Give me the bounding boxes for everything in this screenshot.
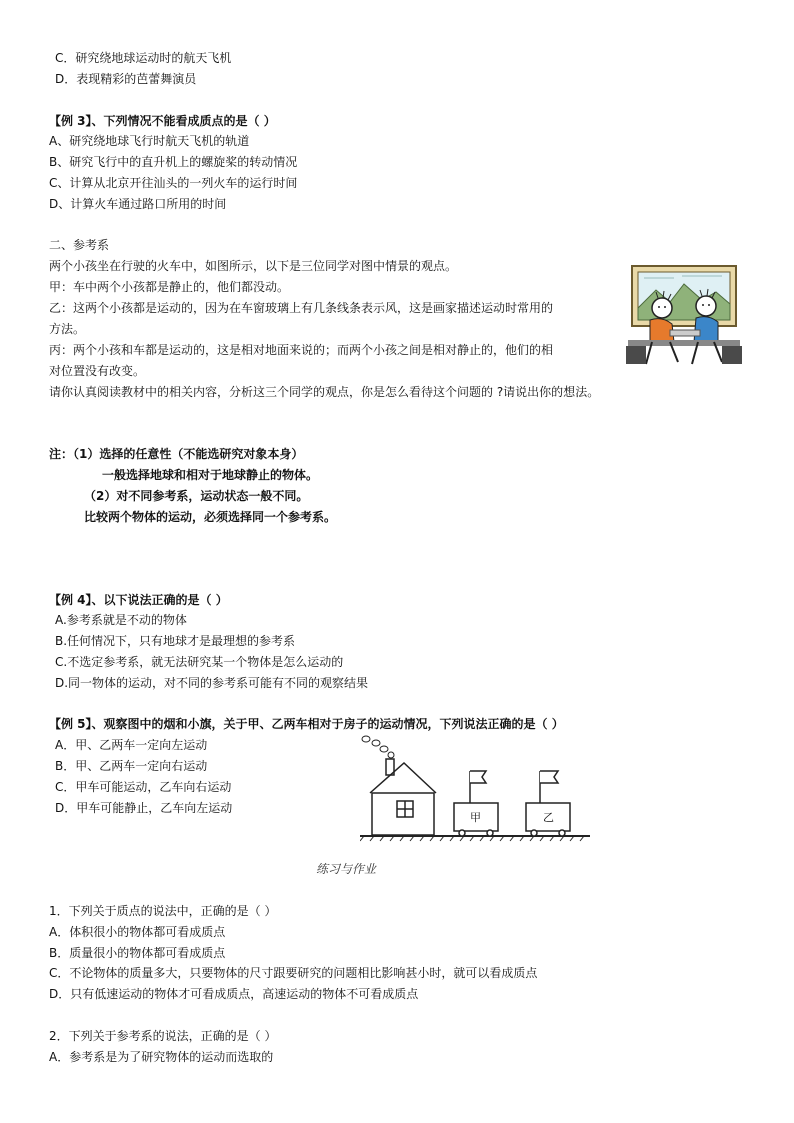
house-and-carts-figure (360, 733, 590, 845)
example-5-title: 【例 5】、观察图中的烟和小旗，关于甲、乙两车相对于房子的运动情况，下列说法正确的是（ ） (49, 717, 564, 731)
practice-q1: 1．下列关于质点的说法中，正确的是（ ） (49, 904, 277, 918)
section-intro: 两个小孩坐在行驶的火车中，如图所示，以下是三位同学对图中情景的观点。 (49, 259, 458, 273)
smoke-puffs (362, 736, 394, 758)
cart-yi (526, 771, 570, 836)
cart-jia (454, 771, 498, 836)
example-3-option-d: D、计算火车通过路口所用的时间 (49, 197, 227, 211)
example-3-option-b: B、研究飞行中的直升机上的螺旋桨的转动情况 (49, 155, 298, 169)
note-line-3: （2）对不同参考系，运动状态一般不同。 (84, 489, 309, 503)
example-5-option-c: C．甲车可能运动，乙车向右运动 (55, 780, 232, 794)
cart-yi-label: 乙 (543, 811, 554, 824)
section-heading: 二、参考系 (49, 238, 110, 252)
example-3-title: 【例 3】、下列情况不能看成质点的是（ ） (49, 114, 276, 128)
example-4-title: 【例 4】、以下说法正确的是（ ） (49, 593, 228, 607)
example-4-option-a: A.参考系就是不动的物体 (55, 613, 187, 627)
cart-jia-label: 甲 (470, 811, 481, 824)
practice-q1-option-c: C．不论物体的质量多大，只要物体的尺寸跟要研究的问题相比影响甚小时，就可以看成质点 (49, 966, 538, 980)
example-4-option-d: D.同一物体的运动，对不同的参考系可能有不同的观察结果 (55, 676, 369, 690)
house (370, 759, 436, 835)
kids-in-train-illustration (622, 262, 746, 370)
view-bing-line2: 对位置没有改变。 (49, 364, 146, 378)
example-4-option-b: B.任何情况下，只有地球才是最理想的参考系 (55, 634, 296, 648)
note-line-4: 比较两个物体的运动，必须选择同一个参考系。 (84, 510, 337, 524)
practice-q1-option-d: D．只有低速运动的物体才可看成质点，高速运动的物体不可看成质点 (49, 987, 419, 1001)
practice-heading: 练习与作业 (316, 862, 377, 876)
note-line-2: 一般选择地球和相对于地球静止的物体。 (102, 468, 319, 482)
view-jia: 甲：车中两个小孩都是静止的，他们都没动。 (49, 280, 290, 294)
view-bing-line1: 丙：两个小孩和车都是运动的，这是相对地面来说的；而两个小孩之间是相对静止的，他们的相 (49, 343, 554, 357)
view-yi-line1: 乙：这两个小孩都是运动的，因为在车窗玻璃上有几条线条表示风，这是画家描述运动时常用的 (49, 301, 554, 315)
example-3-option-c: C、计算从北京开往汕头的一列火车的运行时间 (49, 176, 298, 190)
example-3-option-a: A、研究绕地球飞行时航天飞机的轨道 (49, 134, 250, 148)
view-yi-line2: 方法。 (49, 322, 86, 336)
practice-q2: 2．下列关于参考系的说法，正确的是（ ） (49, 1029, 277, 1043)
practice-q2-option-a: A．参考系是为了研究物体的运动而选取的 (49, 1050, 274, 1064)
note-line-1: 注：（1）选择的任意性（不能选研究对象本身） (49, 447, 304, 461)
practice-q1-option-b: B．质量很小的物体都可看成质点 (49, 946, 226, 960)
option-d: D．表现精彩的芭蕾舞演员 (55, 72, 197, 86)
question-prompt: 请你认真阅读教材中的相关内容，分析这三个同学的观点，你是怎么看待这个问题的 ?请说出你的想法。 (49, 385, 600, 399)
option-c: C．研究绕地球运动时的航天飞机 (55, 51, 232, 65)
example-5-option-a: A．甲、乙两车一定向左运动 (55, 738, 208, 752)
practice-q1-option-a: A．体积很小的物体都可看成质点 (49, 925, 226, 939)
example-5-option-b: B．甲、乙两车一定向右运动 (55, 759, 208, 773)
example-5-option-d: D．甲车可能静止，乙车向左运动 (55, 801, 233, 815)
example-4-option-c: C.不选定参考系，就无法研究某一个物体是怎么运动的 (55, 655, 344, 669)
